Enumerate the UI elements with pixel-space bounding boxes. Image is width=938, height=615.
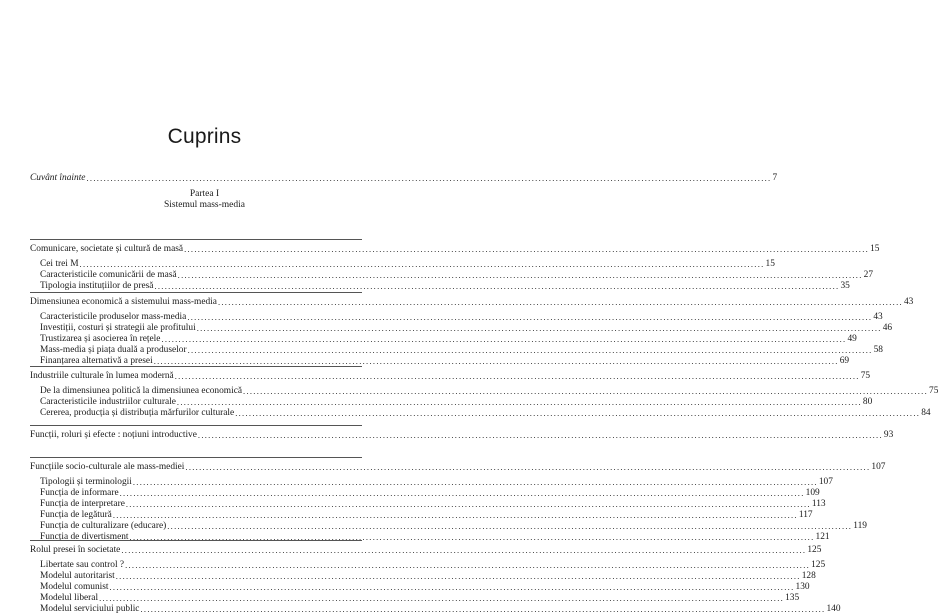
- dot-leader: ........................................................................................................................................................................................................: [140, 604, 826, 614]
- toc-entry-page: 125: [807, 545, 822, 555]
- toc-entry-page: 75: [929, 386, 938, 396]
- page-title: Cuprins: [167, 125, 242, 148]
- dot-leader: ........................................................................................................................................................................................................: [167, 521, 853, 531]
- toc-entry-label: De la dimensiunea politică la dimensiunea economică: [40, 386, 243, 396]
- toc-entry-label: Modelul autoritarist: [40, 571, 115, 581]
- dot-leader: ........................................................................................................................................................................................................: [79, 259, 765, 269]
- toc-entry-page: 119: [853, 521, 867, 531]
- part-name: Sistemul mass-media: [163, 200, 245, 210]
- dot-leader: ........................................................................................................................................................................................................: [161, 334, 847, 344]
- toc-entry-label: Cuvânt înainte: [30, 173, 86, 183]
- dot-leader: ........................................................................................................................................................................................................: [112, 510, 798, 520]
- toc-section-entry[interactable]: [30, 430, 894, 441]
- toc-entry-label: Cei trei M: [40, 259, 79, 269]
- toc-subentry[interactable]: [40, 571, 816, 582]
- toc-entry-page: 121: [815, 532, 830, 542]
- dot-leader: ........................................................................................................................................................................................................: [109, 582, 795, 592]
- toc-entry-page: 69: [839, 356, 850, 366]
- toc-subentry[interactable]: [40, 532, 830, 543]
- section-divider: [30, 540, 362, 541]
- toc-subentry[interactable]: [40, 323, 893, 334]
- toc-entry-page: 58: [873, 345, 883, 355]
- toc-entry-label: Finanțarea alternativă a presei: [40, 356, 153, 366]
- toc-entry-label: Modelul liberal: [40, 593, 99, 603]
- toc-entry-page: 80: [862, 397, 873, 407]
- dot-leader: ........................................................................................................................................................................................................: [177, 270, 863, 280]
- toc-entry-page: 27: [863, 270, 874, 280]
- toc-entry-label: Funcții, roluri și efecte : noțiuni introductive: [30, 430, 197, 440]
- toc-section-entry[interactable]: [30, 545, 822, 556]
- toc-entry-label: Industriile culturale în lumea modernă: [30, 371, 174, 381]
- dot-leader: ........................................................................................................................................................................................................: [125, 560, 811, 570]
- toc-subentry[interactable]: [40, 312, 883, 323]
- toc-subentry[interactable]: [40, 334, 857, 345]
- toc-entry-page: 135: [785, 593, 800, 603]
- toc-subentry[interactable]: [40, 593, 800, 604]
- toc-entry-label: Funcția de informare: [40, 488, 119, 498]
- dot-leader: ........................................................................................................................................................................................................: [154, 281, 840, 291]
- toc-entry-intro[interactable]: [30, 173, 778, 184]
- toc-subentry[interactable]: [40, 488, 820, 499]
- toc-entry-label: Rolul presei în societate: [30, 545, 121, 555]
- section-divider: [30, 425, 362, 426]
- toc-entry-page: 107: [818, 477, 833, 487]
- toc-section-entry[interactable]: [30, 371, 871, 382]
- toc-section-entry[interactable]: [30, 297, 914, 308]
- toc-entry-label: Cererea, producția și distribuția mărfurilor culturale: [40, 408, 235, 418]
- toc-entry-label: Trustizarea și asocierea în rețele: [40, 334, 161, 344]
- toc-entry-label: Funcția de interpretare: [40, 499, 125, 509]
- toc-entry-page: 46: [882, 323, 893, 333]
- toc-entry-page: 15: [765, 259, 775, 269]
- toc-section-entry[interactable]: [30, 244, 880, 255]
- toc-entry-page: 125: [811, 560, 826, 570]
- dot-leader: ........................................................................................................................................................................................................: [217, 297, 903, 307]
- dot-leader: ........................................................................................................................................................................................................: [132, 477, 818, 487]
- toc-subentry[interactable]: [40, 345, 883, 356]
- toc-entry-page: 128: [801, 571, 816, 581]
- dot-leader: ........................................................................................................................................................................................................: [185, 462, 871, 472]
- toc-subentry[interactable]: [40, 521, 867, 532]
- toc-subentry[interactable]: [40, 477, 833, 488]
- toc-section-entry[interactable]: [30, 462, 886, 473]
- section-divider: [30, 292, 362, 293]
- dot-leader: ........................................................................................................................................................................................................: [187, 345, 873, 355]
- toc-entry-page: 43: [903, 297, 914, 307]
- toc-entry-label: Funcția de legătură: [40, 510, 112, 520]
- dot-leader: ........................................................................................................................................................................................................: [187, 312, 873, 322]
- dot-leader: ........................................................................................................................................................................................................: [119, 488, 805, 498]
- toc-entry-label: Dimensiunea economică a sistemului mass-media: [30, 297, 217, 307]
- toc-entry-label: Mass-media și piața duală a produselor: [40, 345, 187, 355]
- toc-subentry[interactable]: [40, 560, 826, 571]
- toc-entry-page: 75: [860, 371, 871, 381]
- toc-entry-page: 84: [921, 408, 931, 418]
- dot-leader: ........................................................................................................................................................................................................: [129, 532, 815, 542]
- toc-subentry[interactable]: [40, 582, 810, 593]
- toc-entry-page: 113: [811, 499, 826, 509]
- dot-leader: ........................................................................................................................................................................................................: [125, 499, 811, 509]
- toc-entry-label: Tipologii și terminologii: [40, 477, 132, 487]
- dot-leader: ........................................................................................................................................................................................................: [243, 386, 929, 396]
- section-divider: [30, 239, 362, 240]
- toc-entry-label: Funcțiile socio-culturale ale mass-mediei: [30, 462, 185, 472]
- dot-leader: ........................................................................................................................................................................................................: [153, 356, 839, 366]
- toc-entry-label: Caracteristicile produselor mass-media: [40, 312, 187, 322]
- toc-entry-page: 107: [871, 462, 886, 472]
- toc-entry-label: Investiții, costuri și strategii ale profitului: [40, 323, 196, 333]
- toc-entry-page: 35: [840, 281, 850, 291]
- dot-leader: ........................................................................................................................................................................................................: [86, 173, 772, 183]
- toc-entry-page: 49: [847, 334, 857, 344]
- toc-entry-label: Caracteristicile comunicării de masă: [40, 270, 177, 280]
- toc-entry-page: 117: [798, 510, 813, 520]
- section-divider: [30, 366, 362, 367]
- toc-entry-label: Libertate sau control ?: [40, 560, 125, 570]
- toc-subentry[interactable]: [40, 386, 938, 397]
- toc-subentry[interactable]: [40, 604, 841, 615]
- toc-entry-page: 140: [826, 604, 841, 614]
- toc-entry-label: Funcția de divertisment: [40, 532, 129, 542]
- dot-leader: ........................................................................................................................................................................................................: [235, 408, 921, 418]
- part-number: Partea I: [189, 189, 220, 199]
- toc-entry-label: Tipologia instituțiilor de presă: [40, 281, 154, 291]
- dot-leader: ........................................................................................................................................................................................................: [115, 571, 801, 581]
- toc-entry-label: Comunicare, societate și cultură de masă: [30, 244, 184, 254]
- toc-entry-page: 93: [883, 430, 894, 440]
- toc-entry-label: Caracteristicile industriilor culturale: [40, 397, 176, 407]
- toc-subentry[interactable]: [40, 259, 775, 270]
- dot-leader: ........................................................................................................................................................................................................: [121, 545, 807, 555]
- dot-leader: ........................................................................................................................................................................................................: [184, 244, 870, 254]
- toc-subentry[interactable]: [40, 408, 931, 419]
- toc-entry-label: Funcția de culturalizare (educare): [40, 521, 167, 531]
- toc-entry-label: Modelul comunist: [40, 582, 109, 592]
- dot-leader: ........................................................................................................................................................................................................: [197, 430, 883, 440]
- toc-entry-label: Modelul serviciului public: [40, 604, 140, 614]
- toc-subentry[interactable]: [40, 510, 813, 521]
- section-divider: [30, 457, 362, 458]
- dot-leader: ........................................................................................................................................................................................................: [99, 593, 785, 603]
- toc-subentry[interactable]: [40, 499, 826, 510]
- dot-leader: ........................................................................................................................................................................................................: [176, 397, 862, 407]
- toc-entry-page: 15: [870, 244, 880, 254]
- toc-subentry[interactable]: [40, 397, 873, 408]
- dot-leader: ........................................................................................................................................................................................................: [196, 323, 882, 333]
- dot-leader: ........................................................................................................................................................................................................: [174, 371, 860, 381]
- toc-entry-page: 43: [873, 312, 883, 322]
- toc-entry-page: 7: [772, 173, 778, 183]
- toc-entry-page: 130: [795, 582, 810, 592]
- toc-entry-page: 109: [805, 488, 820, 498]
- toc-subentry[interactable]: [40, 281, 850, 292]
- toc-subentry[interactable]: [40, 270, 874, 281]
